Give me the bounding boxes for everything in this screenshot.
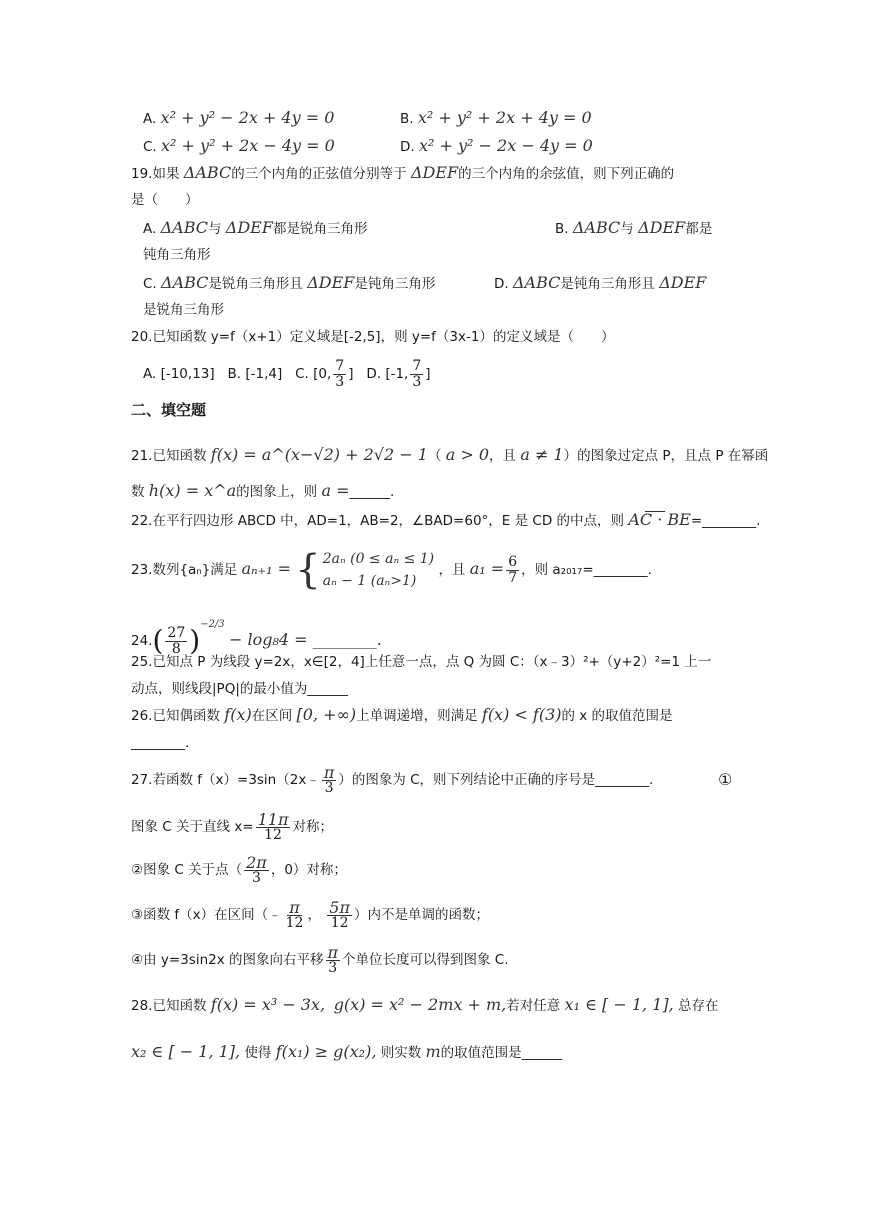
q19-option-a: A. ΔABC与 ΔDEF都是锐角三角形 — [143, 218, 368, 237]
q20-options: A. [-10,13] B. [-1,4] C. [0, $\frac{7}{3}$ ] D. [-1, $\frac{7}{3}$ ] — [143, 357, 431, 390]
fraction: $\frac{\pi}{12}$ — [285, 897, 304, 931]
q18-option-a: A. x² + y² − 2x + 4y = 0 — [143, 108, 335, 127]
fraction: $\frac{\pi}{3}$ — [323, 762, 335, 796]
q23-stem: 23.数列{aₙ}满足 aₙ₊₁ = { 2aₙ (0 ≤ aₙ ≤ 1) aₙ − 1 (aₙ>1) ，且 a₁ = $\frac{6}{7}$ ，则 a₂₀₁₇=________. — [131, 547, 652, 593]
q27-item-2: ②图象 C 关于点（ $\frac{2\pi}{3}$ ，0）对称； — [131, 852, 347, 886]
q25-stem: 25.已知点 P 为线段 y=2x，x∈[2，4]上任意一点，点 Q 为圆 C：（x﹣3）²+（y+2）²=1 上一 — [131, 654, 712, 670]
q27-item-1: 图象 C 关于直线 x= $\frac{11\pi}{12}$ 对称； — [131, 809, 333, 843]
q26-stem-cont: ________. — [131, 735, 190, 751]
q20-stem: 20.已知函数 y=f（x+1）定义域是[-2,5]，则 y=f（3x-1）的定义域是（ ） — [131, 329, 615, 345]
q26-stem: 26.已知偶函数 f(x)在区间 [0, +∞)上单调递增，则满足 f(x) < f(3)的 x 的取值范围是 — [131, 705, 673, 724]
piecewise-brace: { 2aₙ (0 ≤ aₙ ≤ 1) aₙ − 1 (aₙ>1) — [295, 547, 435, 593]
q19-option-b: B. ΔABC与 ΔDEF都是 — [555, 218, 713, 237]
section-title: 二、填空题 — [131, 401, 207, 419]
q18-option-d: D. x² + y² − 2x − 4y = 0 — [400, 136, 593, 155]
q19-option-c: C. ΔABC是锐角三角形且 ΔDEF是钝角三角形 — [143, 273, 436, 292]
q19-option-d: D. ΔABC是钝角三角形且 ΔDEF — [494, 273, 707, 292]
fraction: $\frac{\pi}{3}$ — [327, 942, 339, 976]
circled-one: ① — [718, 770, 733, 789]
q27-stem: 27.若函数 f（x）=3sin（2x﹣ $\frac{\pi}{3}$ ）的图象为 C，则下列结论中正确的序号是________. — [131, 762, 654, 796]
vector-bar — [645, 511, 665, 512]
q24-stem: 24.( $\frac{27}{8}$ )$^{-2/3}$ − log₈4 = ________. — [131, 619, 382, 657]
q18-option-c: C. x² + y² + 2x − 4y = 0 — [143, 136, 335, 155]
q28-stem-cont: x₂ ∈ [ − 1, 1], 使得 f(x₁) ≥ g(x₂), 则实数 m的取值范围是______ — [131, 1042, 563, 1061]
fraction: $\frac{7}{3}$ — [412, 357, 422, 390]
fraction: $\frac{2\pi}{3}$ — [246, 852, 267, 886]
fraction: $\frac{27}{8}$ — [167, 624, 186, 657]
fraction: $\frac{5\pi}{12}$ — [329, 897, 350, 931]
fraction: $\frac{11\pi}{12}$ — [257, 809, 289, 843]
q21-stem-cont: 数 h(x) = x^a的图象上，则 a =______. — [131, 481, 395, 500]
fraction: $\frac{7}{3}$ — [335, 357, 345, 390]
q22-stem: 22.在平行四边形 ABCD 中，AD=1，AB=2，∠BAD=60°，E 是 CD 的中点，则 AC · BE=________. — [131, 510, 761, 529]
q18-option-b: B. x² + y² + 2x + 4y = 0 — [400, 108, 592, 127]
q27-item-3: ③函数 f（x）在区间（﹣ $\frac{\pi}{12}$ ， $\frac{5\pi}{12}$ ）内不是单调的函数； — [131, 897, 489, 931]
q19-stem-cont: 是（ ） — [131, 192, 199, 208]
q19-stem: 19.如果 ΔABC的三个内角的正弦值分别等于 ΔDEF的三个内角的余弦值，则下列正确的 — [131, 163, 675, 182]
q19-option-b-cont: 钝角三角形 — [143, 247, 211, 263]
q25-stem-cont: 动点，则线段|PQ|的最小值为______ — [131, 681, 348, 697]
q27-item-4: ④由 y=3sin2x 的图象向右平移 $\frac{\pi}{3}$ 个单位长度可以得到图象 C. — [131, 942, 509, 976]
q28-stem: 28.已知函数 f(x) = x³ − 3x, g(x) = x² − 2mx + m,若对任意 x₁ ∈ [ − 1, 1], 总存在 — [131, 995, 719, 1014]
q19-option-d-cont: 是锐角三角形 — [143, 302, 224, 318]
fraction: $\frac{6}{7}$ — [508, 553, 518, 586]
q21-stem: 21.已知函数 f(x) = a^(x−√2) + 2√2 − 1（ a > 0，且 a ≠ 1）的图象过定点 P，且点 P 在幂函 — [131, 445, 769, 464]
